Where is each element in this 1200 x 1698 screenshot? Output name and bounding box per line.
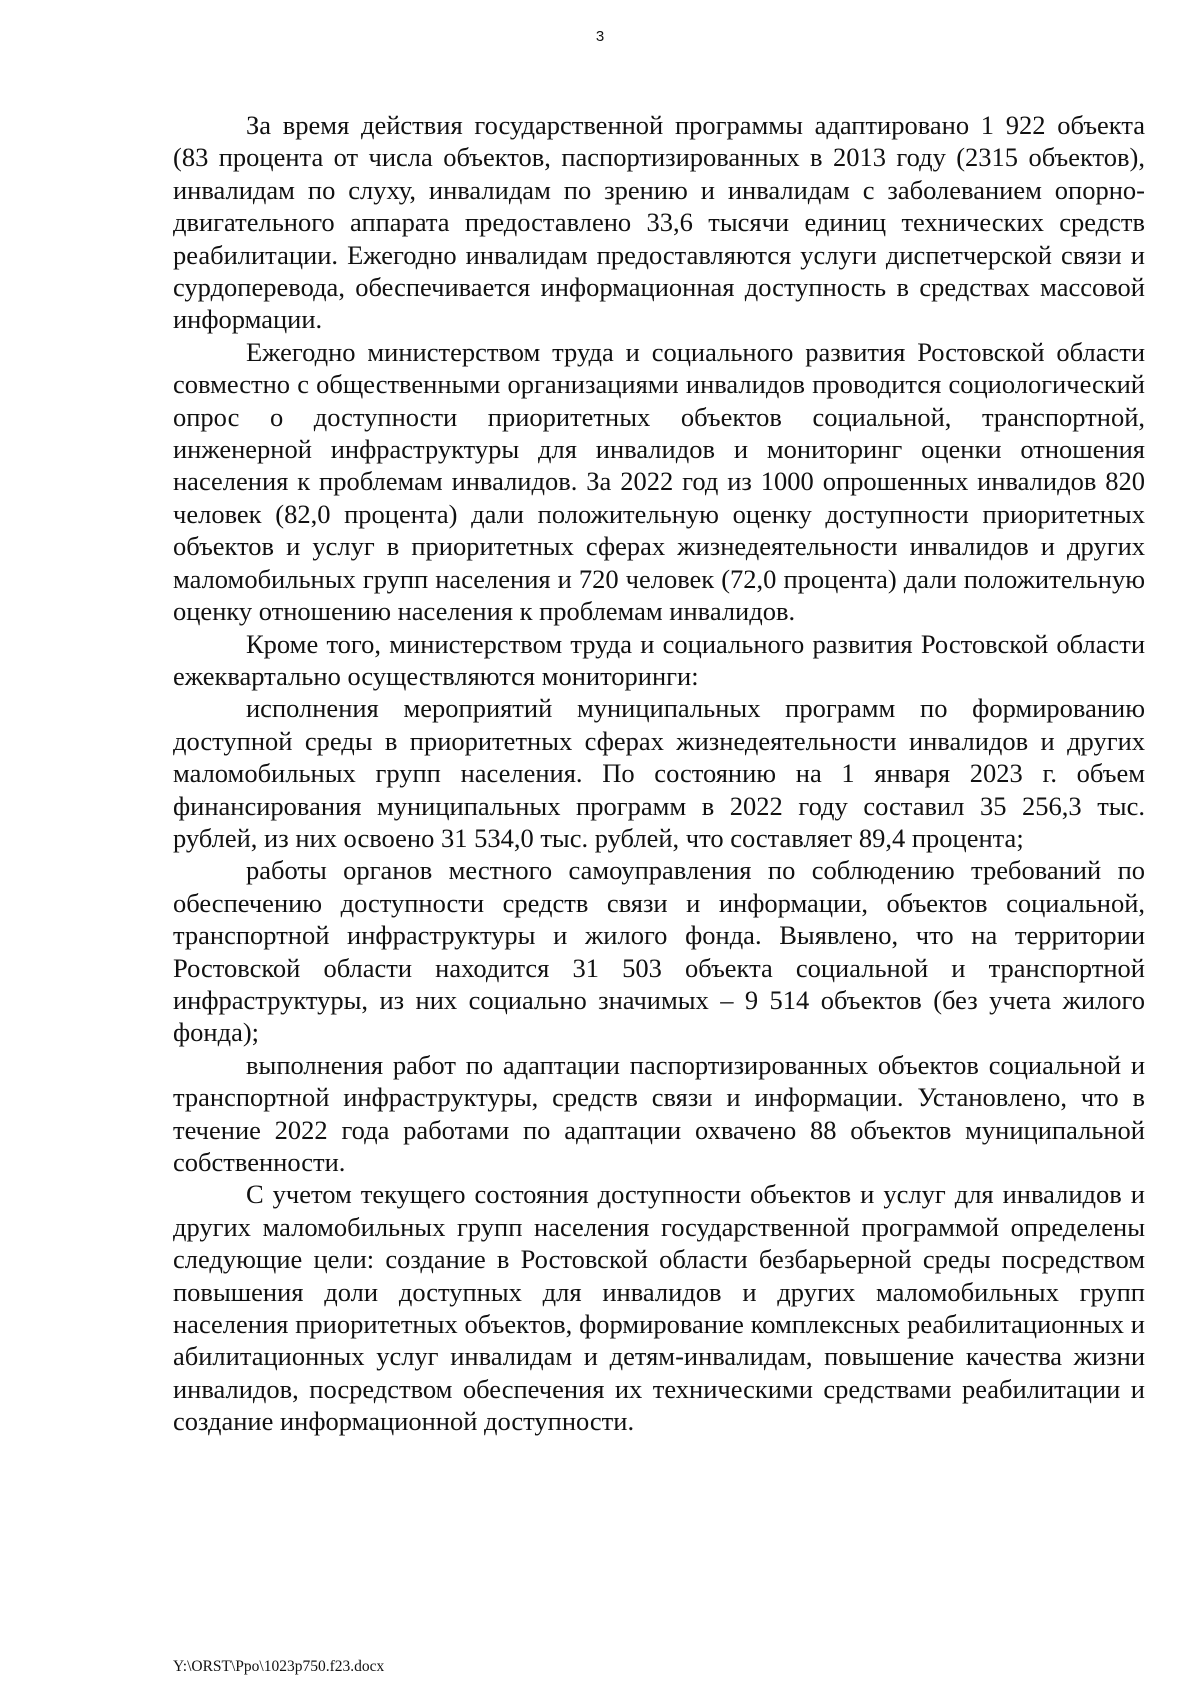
footer-file-path: Y:\ORST\Ppo\1023p750.f23.docx: [173, 1658, 385, 1675]
paragraph-monitoring-intro: Кроме того, министерством труда и социального развития Ростовской области ежеквартально осуществляются мониторинги:: [173, 628, 1145, 691]
paragraph-local-government: работы органов местного самоуправления по соблюдению требований по обеспечению доступности средств связи и информации, объектов социальной, транспортной инфраструктуры и жилого фонда. Выявлено, что на территории Ростовской области находится 31 503 объекта социальной и транспортной инфраструктуры, из них социально значимых – 9 514 объектов (без учета жилого фонда);: [173, 855, 1145, 1048]
paragraph-adaptation-works: выполнения работ по адаптации паспортизированных объектов социальной и транспортной инфраструктуры, средств связи и информации. Установлено, что в течение 2022 года работами по адаптации охвачено 88 объектов муниципальной собственности.: [173, 1049, 1145, 1177]
document-body: [173, 109, 1145, 1438]
paragraph-program-goals: С учетом текущего состояния доступности объектов и услуг для инвалидов и других маломобильных групп населения государственной программой определены следующие цели: создание в Ростовской области безбарьерной среды посредством повышения доли доступных для инвалидов и других маломобильных групп населения приоритетных объектов, формирование комплексных реабилитационных и абилитационных услуг инвалидам и детям-инвалидам, повышение качества жизни инвалидов, посредством обеспечения их техническими средствами реабилитации и создание информационной доступности.: [173, 1179, 1145, 1437]
paragraph-program-results: За время действия государственной программы адаптировано 1 922 объекта (83 процента от числа объектов, паспортизированных в 2013 году (2315 объектов), инвалидам по слуху, инвалидам по зрению и инвалидам с заболеванием опорно-двигательного аппарата предоставлено 33,6 тысячи единиц технических средств реабилитации. Ежегодно инвалидам предоставляются услуги диспетчерской связи и сурдоперевода, обеспечивается информационная доступность в средствах массовой информации.: [173, 110, 1145, 335]
paragraph-survey: Ежегодно министерством труда и социального развития Ростовской области совместно с общественными организациями инвалидов проводится социологический опрос о доступности приоритетных объектов социальной, транспортной, инженерной инфраструктуры для инвалидов и мониторинг оценки отношения населения к проблемам инвалидов. За 2022 год из 1000 опрошенных инвалидов 820 человек (82,0 процента) дали положительную оценку доступности приоритетных объектов и услуг в приоритетных сферах жизнедеятельности инвалидов и других маломобильных групп населения и 720 человек (72,0 процента) дали положительную оценку отношению населения к проблемам инвалидов.: [173, 336, 1145, 627]
page-number: 3: [595, 28, 605, 45]
paragraph-municipal-programs: исполнения мероприятий муниципальных программ по формированию доступной среды в приоритетных сферах жизнедеятельности инвалидов и других маломобильных групп населения. По состоянию на 1 января 2023 г. объем финансирования муниципальных программ в 2022 году составил 35 256,3 тыс. рублей, из них освоено 31 534,0 тыс. рублей, что составляет 89,4 процента;: [173, 693, 1145, 853]
